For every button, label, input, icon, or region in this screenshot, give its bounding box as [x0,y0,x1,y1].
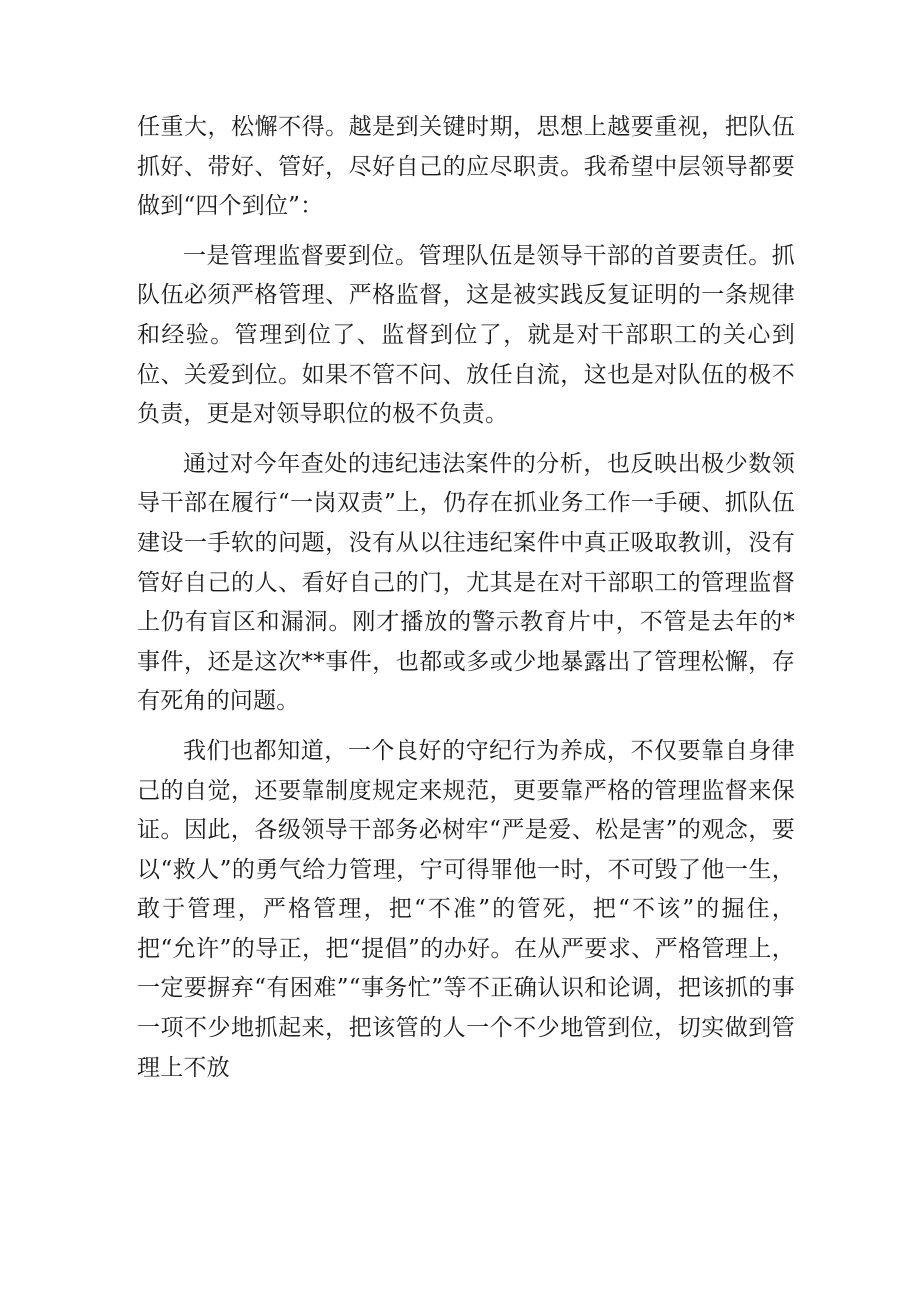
paragraph-continuation: 任重大，松懈不得。越是到关键时期，思想上越要重视，把队伍抓好、带好、管好，尽好自己的应尽职责。我希望中层领导都要做到“四个到位”： [137,114,795,220]
paragraph-strict-management: 我们也都知道，一个良好的守纪行为养成，不仅要靠自身律己的自觉，还要靠制度规定来规范，更要靠严格的管理监督来保证。因此，各级领导干部务必树牢“严是爱、松是害”的观念，要以“救人”的勇气给力管理，宁可得罪他一时，不可毁了他一生，敢于管理，严格管理，把“不准”的管死，把“不该”的掘住，把“允许”的导正，把“提倡”的办好。在从严要求、严格管理上，一定要摒弃“有困难”“事务忙”等不正确认识和论调，把该抓的事一项不少地抓起来，把该管的人一个不少地管到位，切实做到管理上不放 [137,737,795,1081]
document-body [137,108,795,1088]
paragraph-case-analysis: 通过对今年查处的违纪违法案件的分析，也反映出极少数领导干部在履行“一岗双责”上，仍存在抓业务工作一手硬、抓队伍建设一手软的问题，没有从以往违纪案件中真正吸取教训，没有管好自己的人、看好自己的门，尤其是在对干部职工的管理监督上仍有盲区和漏洞。刚才播放的警示教育片中，不管是去年的*事件，还是这次**事件，也都或多或少地暴露出了管理松懈，存有死角的问题。 [137,450,795,715]
paragraph-management-supervision: 一是管理监督要到位。管理队伍是领导干部的首要责任。抓队伍必须严格管理、严格监督，这是被实践反复证明的一条规律和经验。管理到位了、监督到位了，就是对干部职工的关心到位、关爱到位。如果不管不问、放任自流，这也是对队伍的极不负责，更是对领导职位的极不负责。 [137,242,795,428]
